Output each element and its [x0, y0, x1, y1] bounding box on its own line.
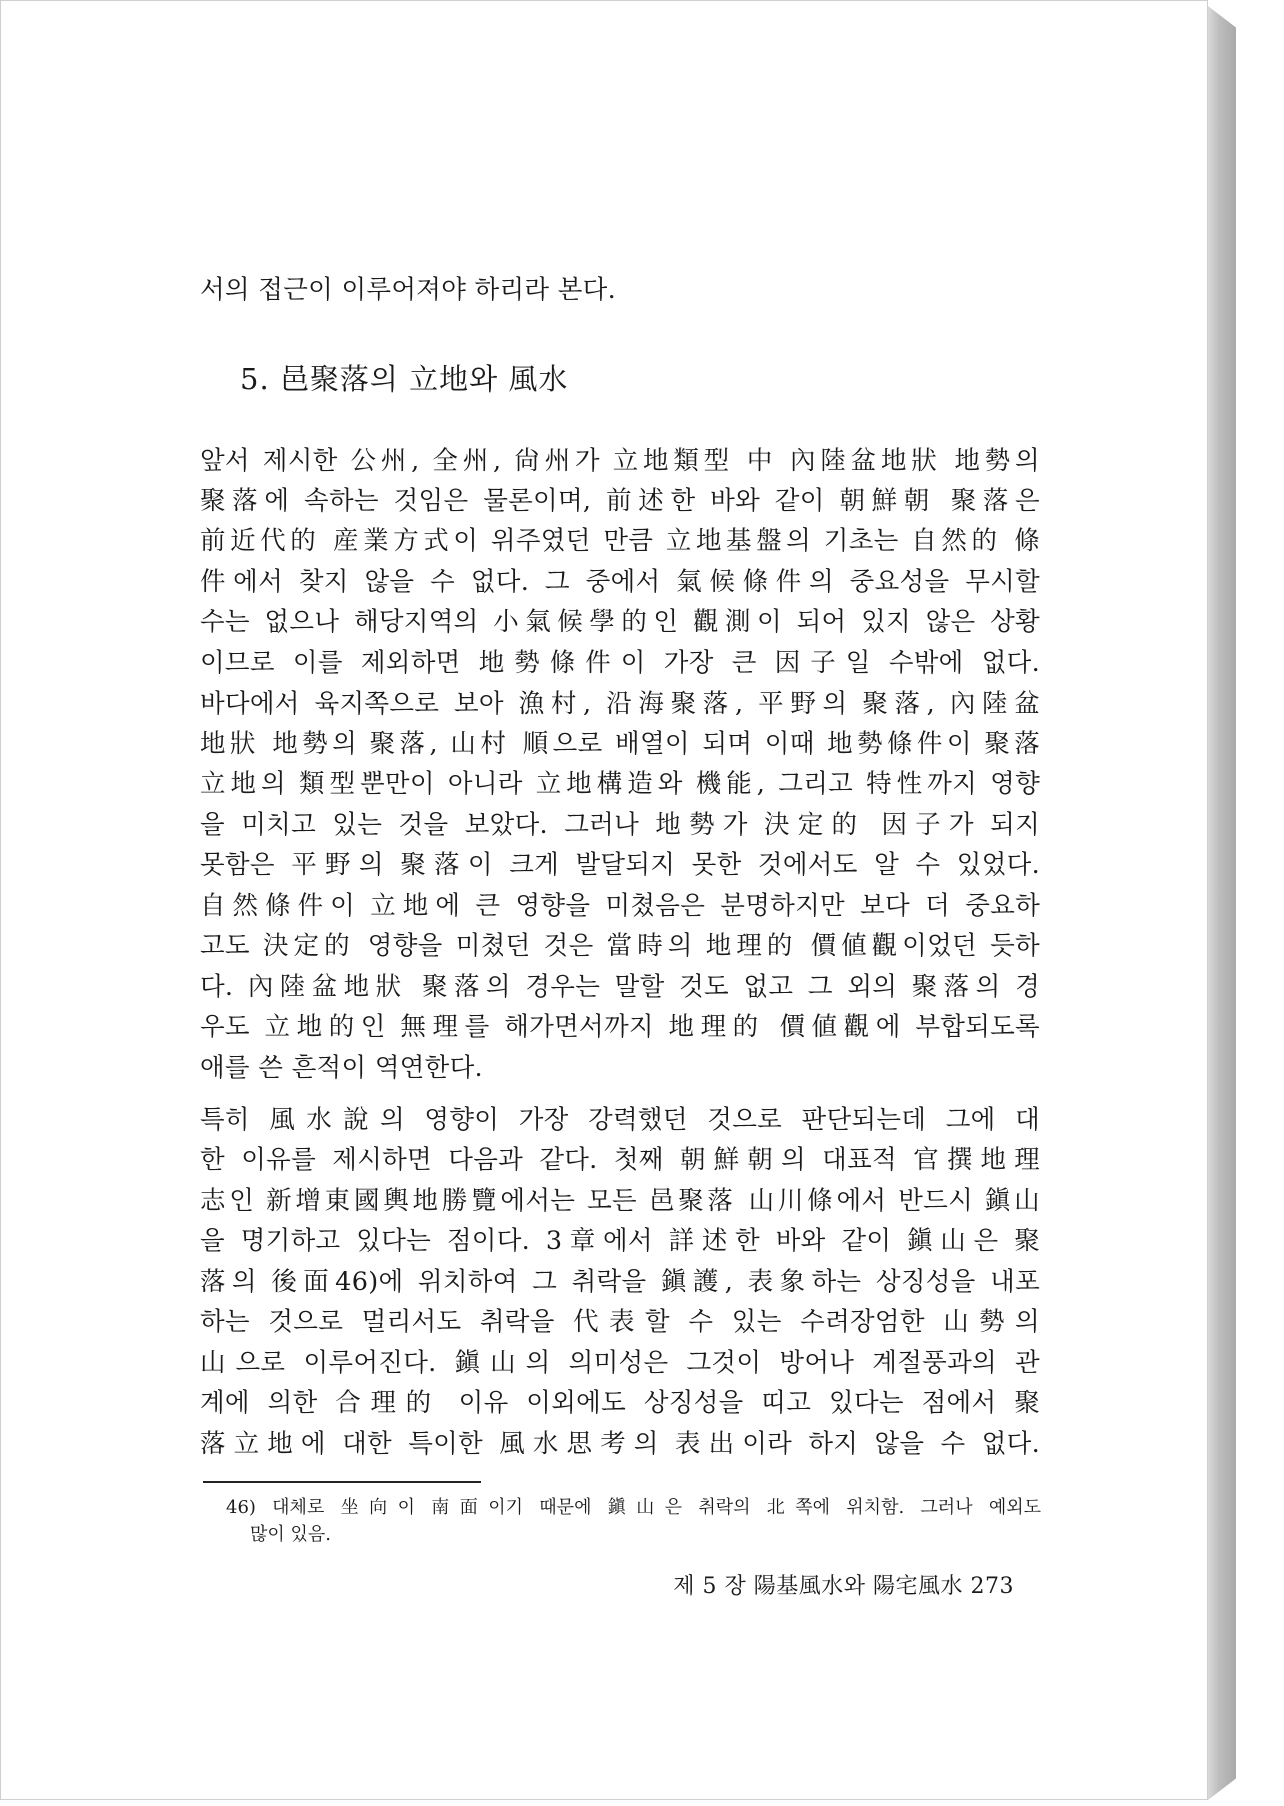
text-line: 落立地에 대한 특이한 風水思考의 表出이라 하지 않을 수 없다.: [200, 1429, 1040, 1459]
text-line: 다. 內陸盆地狀 聚落의 경우는 말할 것도 없고 그 외의 聚落의 경: [200, 972, 1040, 1002]
text-line: 自然條件이 立地에 큰 영향을 미쳤음은 분명하지만 보다 더 중요하: [200, 891, 1040, 921]
text-line: 聚落에 속하는 것임은 물론이며, 前述한 바와 같이 朝鮮朝 聚落은: [200, 486, 1040, 516]
page-stack-edge: [1208, 6, 1236, 1800]
text-line: 山으로 이루어진다. 鎭山의 의미성은 그것이 방어나 계절풍과의 관: [200, 1348, 1040, 1378]
running-footer: 제 5 장 陽基風水와 陽宅風水 273: [673, 1574, 1014, 1599]
text-line: 을 명기하고 있다는 점이다. 3章에서 詳述한 바와 같이 鎭山은 聚: [200, 1226, 1040, 1256]
section-heading: 5. 邑聚落의 立地와 風水: [240, 362, 569, 396]
footnote-line: 많이 있음.: [250, 1524, 331, 1545]
text-line: 특히 風水說의 영향이 가장 강력했던 것으로 판단되는데 그에 대: [200, 1105, 1040, 1135]
text-line: 前近代的 産業方式이 위주였던 만큼 立地基盤의 기초는 自然的 條: [200, 526, 1040, 556]
text-line: 立地의 類型뿐만이 아니라 立地構造와 機能, 그리고 特性까지 영향: [200, 769, 1040, 799]
text-line: 件에서 찾지 않을 수 없다. 그 중에서 氣候條件의 중요성을 무시할: [200, 567, 1040, 597]
text-line: 애를 쓴 흔적이 역연한다.: [200, 1053, 483, 1083]
footnote-divider: [203, 1481, 481, 1483]
text-line: 우도 立地的인 無理를 해가면서까지 地理的 價値觀에 부합되도록: [200, 1012, 1040, 1042]
text-line: 하는 것으로 멀리서도 취락을 代表할 수 있는 수려장엄한 山勢의: [200, 1307, 1040, 1337]
text-line: 못함은 平野의 聚落이 크게 발달되지 못한 것에서도 알 수 있었다.: [200, 850, 1040, 880]
text-line: 落의 後面46)에 위치하여 그 취락을 鎭護, 表象하는 상징성을 내포: [200, 1267, 1040, 1297]
footnote-line: 46) 대체로 坐向이 南面이기 때문에 鎭山은 취락의 北쪽에 위치함. 그러나 예외도: [226, 1497, 1041, 1518]
text-line: 志인 新增東國輿地勝覽에서는 모든 邑聚落 山川條에서 반드시 鎭山: [200, 1186, 1040, 1216]
text-line: 한 이유를 제시하면 다음과 같다. 첫째 朝鮮朝의 대표적 官撰地理: [200, 1145, 1040, 1175]
text-line: 고도 決定的 영향을 미쳤던 것은 當時의 地理的 價値觀이었던 듯하: [200, 931, 1040, 961]
text-line: 을 미치고 있는 것을 보았다. 그러나 地勢가 決定的 因子가 되지: [200, 810, 1040, 840]
text-line: 계에 의한 合理的 이유 이외에도 상징성을 띠고 있다는 점에서 聚: [200, 1388, 1040, 1418]
text-line: 서의 접근이 이루어져야 하리라 본다.: [200, 275, 617, 305]
text-line: 地狀 地勢의 聚落, 山村 順으로 배열이 되며 이때 地勢條件이 聚落: [200, 729, 1040, 759]
text-line: 앞서 제시한 公州, 全州, 尙州가 立地類型 中 內陸盆地狀 地勢의: [200, 446, 1040, 476]
text-line: 수는 없으나 해당지역의 小氣候學的인 觀測이 되어 있지 않은 상황: [200, 607, 1040, 637]
text-line: 바다에서 육지쪽으로 보아 漁村, 沿海聚落, 平野의 聚落, 內陸盆: [200, 689, 1040, 719]
text-line: 이므로 이를 제외하면 地勢條件이 가장 큰 因子일 수밖에 없다.: [200, 648, 1040, 678]
